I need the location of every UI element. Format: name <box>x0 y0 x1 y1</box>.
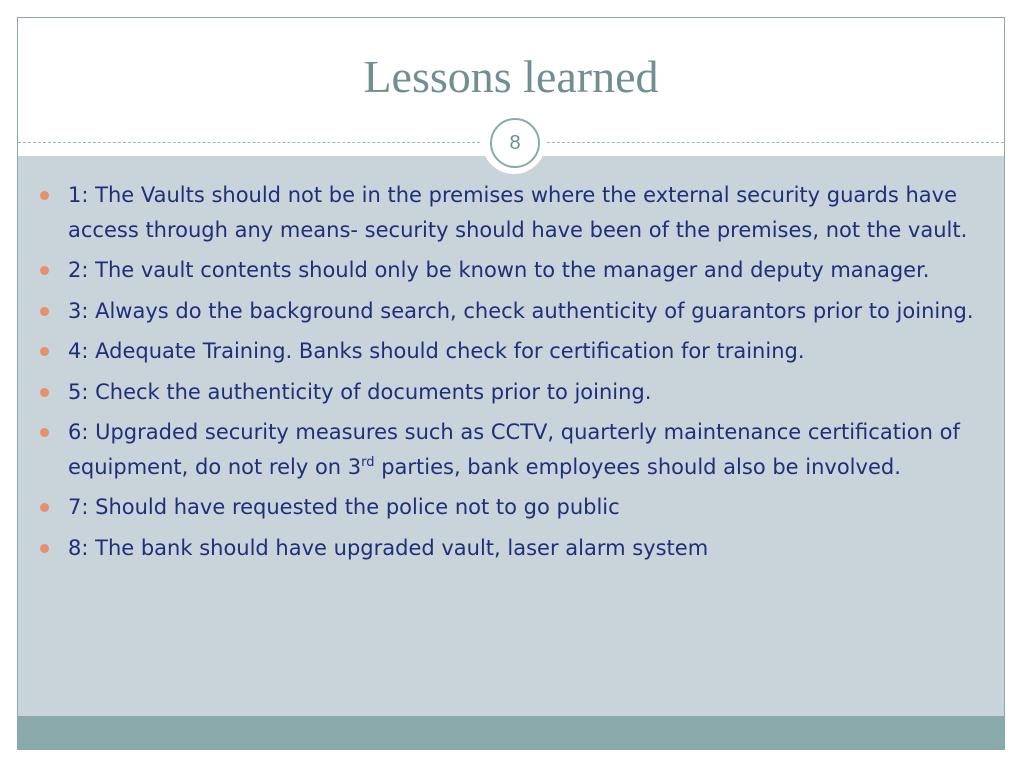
bullet-marker-icon <box>40 544 49 553</box>
bullet-text: 7: Should have requested the police not to go public <box>68 495 620 519</box>
bullet-item <box>18 375 1004 410</box>
bullet-item <box>18 415 1004 484</box>
bullet-text-start: 6: Upgraded security measures such as CCTV, quarterly maintenance certification of equipment, do not rely on 3 <box>68 420 960 479</box>
page-number: 8 <box>490 118 540 168</box>
bullet-text-end: parties, bank employees should also be involved. <box>374 454 901 479</box>
bullet-marker-icon <box>40 266 49 275</box>
bullet-marker-icon <box>40 428 49 437</box>
bullet-item <box>18 178 1004 247</box>
bullet-text: 1: The Vaults should not be in the premises where the external security guards have access through any means- security should have been of the premises, not the vault. <box>68 183 968 242</box>
bullet-list <box>18 178 1004 571</box>
bullet-marker-icon <box>40 191 49 200</box>
bullet-text: 2: The vault contents should only be known to the manager and deputy manager. <box>68 258 930 282</box>
bullet-text: 5: Check the authenticity of documents prior to joining. <box>68 379 652 404</box>
bullet-item <box>18 294 1004 329</box>
bullet-marker-icon <box>40 307 49 316</box>
bullet-item <box>18 531 1004 566</box>
bullet-text: 4: Adequate Training. Banks should check for certification for training. <box>68 339 805 363</box>
ordinal-suffix: rd <box>361 454 375 470</box>
bullet-marker-icon <box>40 388 49 397</box>
slide-title: Lessons learned <box>363 51 659 102</box>
bullet-text: 3: Always do the background search, check authenticity of guarantors prior to joining. <box>68 298 974 323</box>
bullet-item <box>18 490 1004 525</box>
page-number-badge <box>482 110 546 174</box>
bullet-item <box>18 334 1004 369</box>
bullet-item <box>18 253 1004 288</box>
bullet-marker-icon <box>40 503 49 512</box>
footer-bar <box>18 716 1004 750</box>
slide <box>17 17 1005 750</box>
bullet-marker-icon <box>40 347 49 356</box>
bullet-text: 8: The bank should have upgraded vault, laser alarm system <box>68 535 709 560</box>
